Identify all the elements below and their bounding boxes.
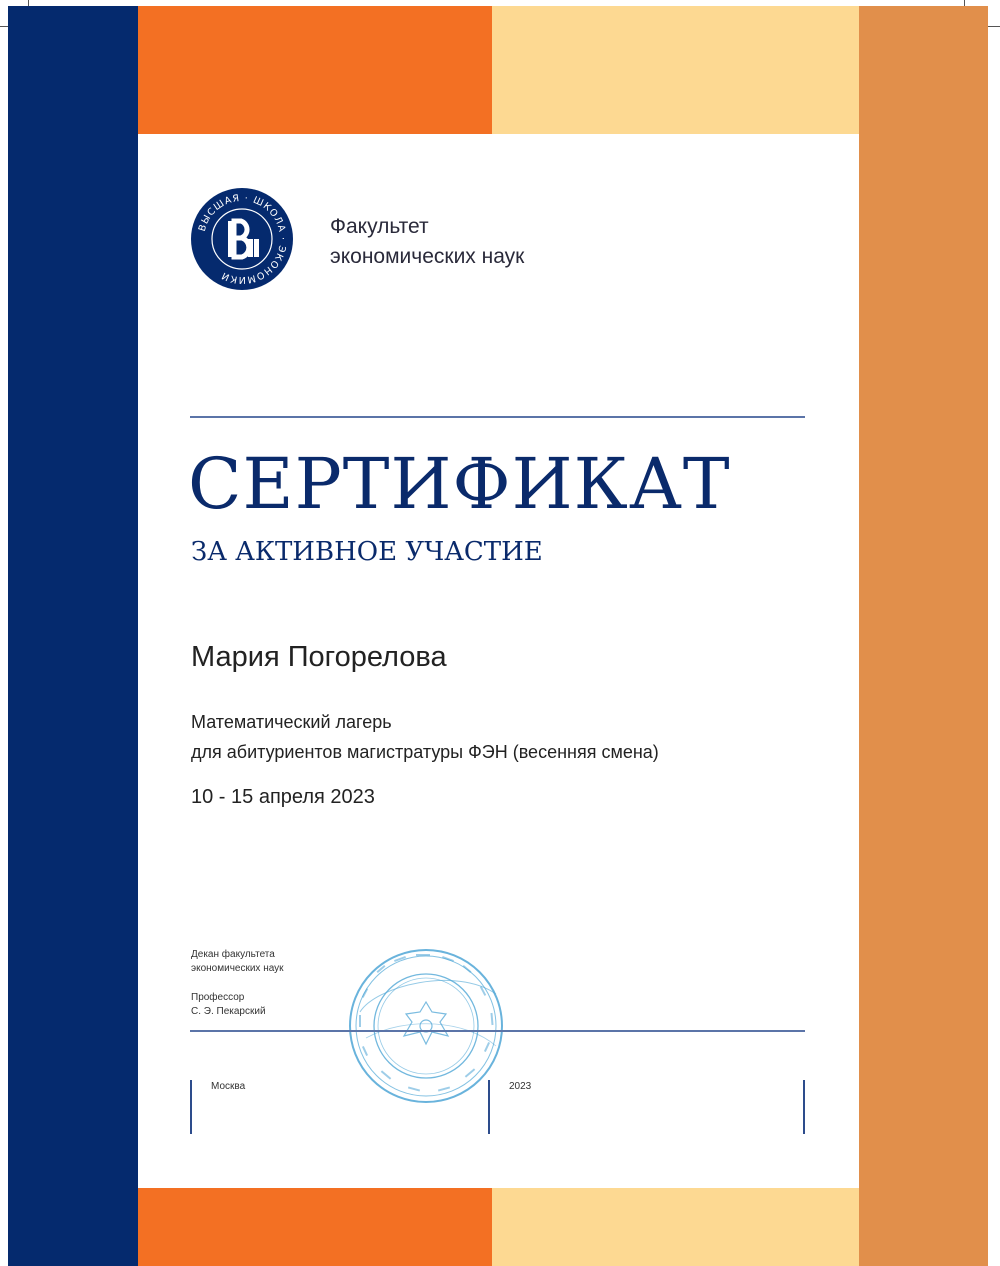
divider-rule	[190, 416, 805, 418]
event-line-2: для абитуриентов магистратуры ФЭН (весенняя смена)	[191, 742, 659, 762]
official-seal-icon	[346, 946, 506, 1106]
top-cream-block	[492, 6, 859, 134]
signer-title: Профессор	[191, 992, 245, 1003]
footer-divider	[190, 1080, 192, 1134]
signer-name: С. Э. Пекарский	[191, 1006, 266, 1017]
event-line-1: Математический лагерь	[191, 712, 392, 732]
logo-ring-text: ВЫСШАЯ · ШКОЛА · ЭКОНОМИКИ	[196, 192, 289, 286]
right-orange-band	[859, 6, 988, 1266]
bottom-orange-block	[138, 1188, 492, 1266]
hse-university-logo-icon	[190, 187, 294, 291]
bottom-cream-block	[492, 1188, 859, 1266]
signer-role-line-1: Декан факультета	[191, 949, 275, 960]
footer-year: 2023	[509, 1081, 532, 1092]
faculty-name	[330, 212, 524, 272]
footer-divider	[803, 1080, 805, 1134]
footer-city: Москва	[211, 1081, 246, 1092]
certificate-subtitle: ЗА АКТИВНОЕ УЧАСТИЕ	[191, 537, 543, 567]
event-dates: 10 - 15 апреля 2023	[191, 786, 375, 808]
signer-role-line-2: экономических наук	[191, 963, 284, 974]
recipient-name: Мария Погорелова	[191, 641, 447, 673]
certificate-title: СЕРТИФИКАТ	[188, 443, 731, 525]
signature-line	[190, 1030, 805, 1032]
top-orange-block	[138, 6, 492, 134]
footer-divider	[488, 1080, 490, 1134]
faculty-line-2: экономических наук	[330, 245, 525, 268]
faculty-line-1: Факультет	[330, 215, 429, 238]
left-navy-band	[8, 6, 138, 1266]
